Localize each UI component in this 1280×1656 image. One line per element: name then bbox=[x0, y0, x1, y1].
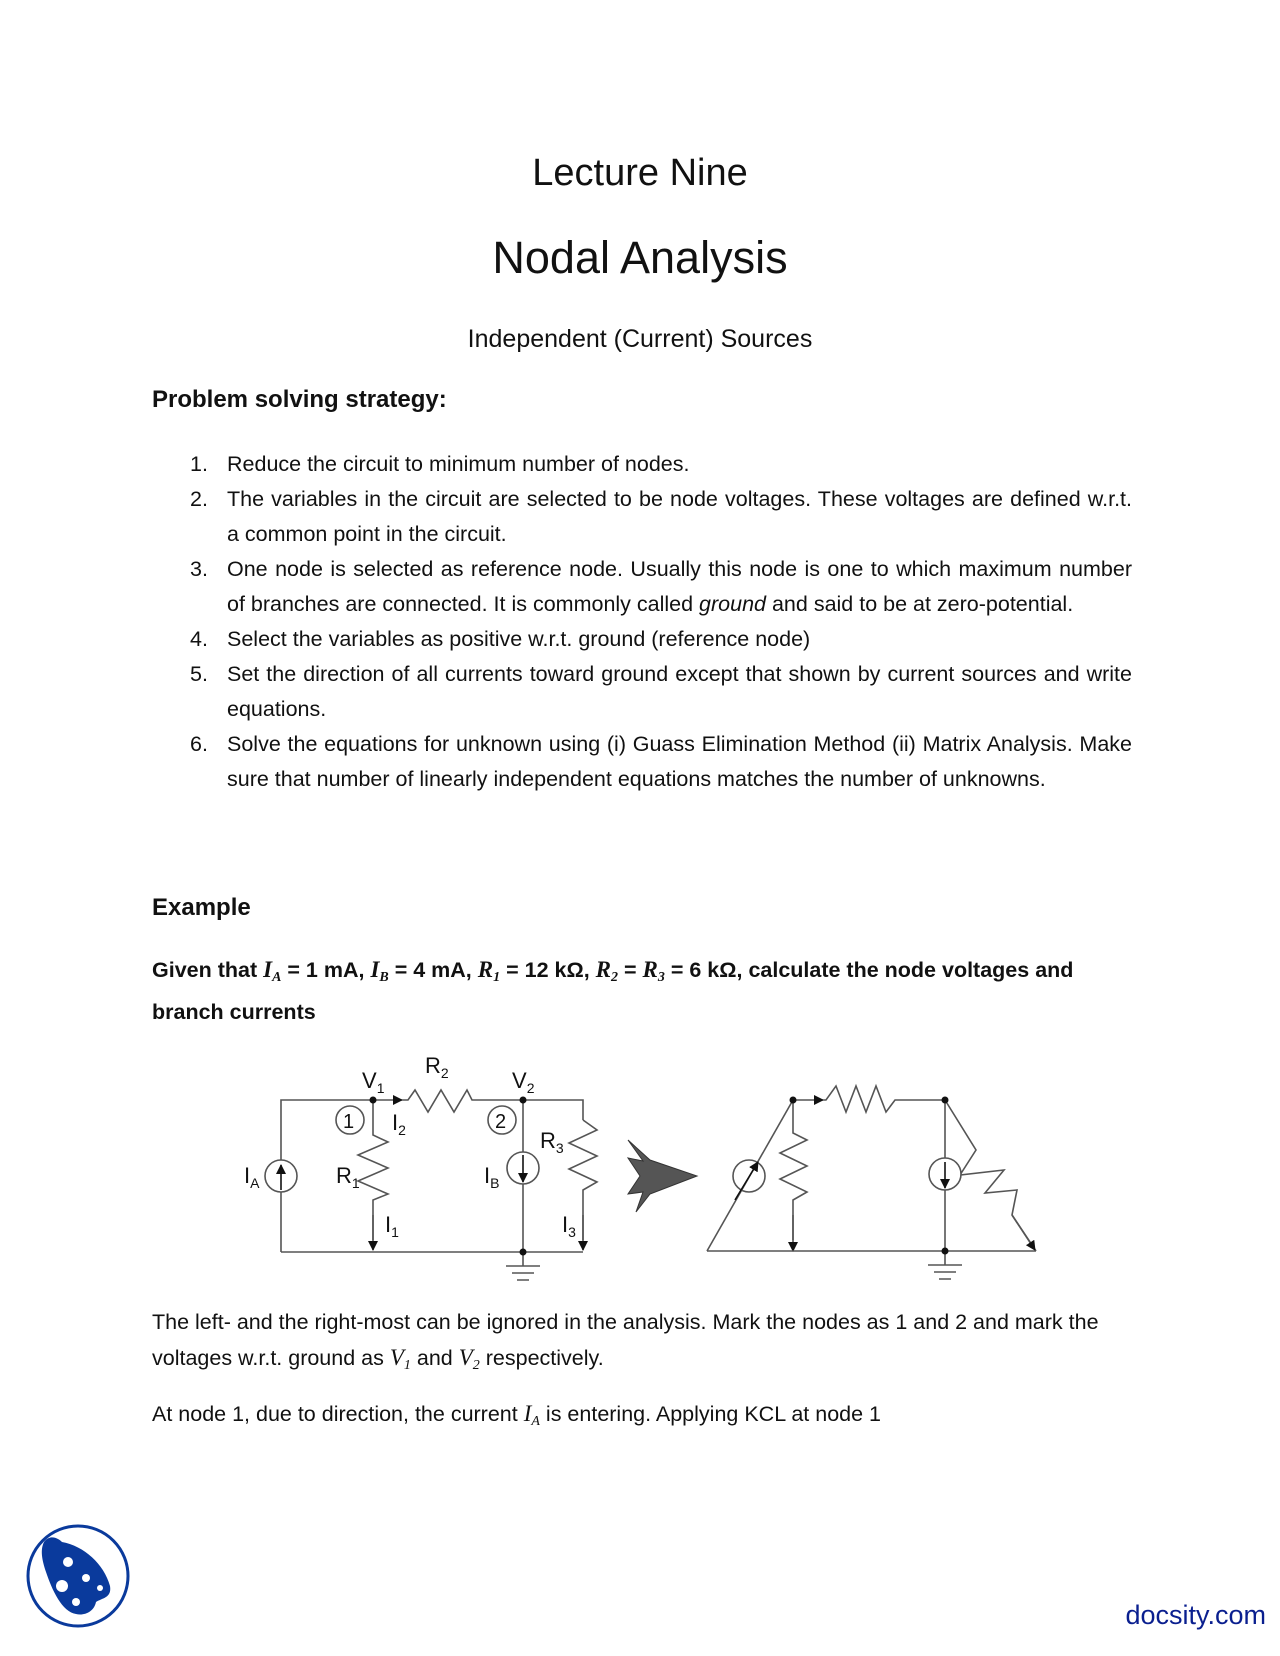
redrawn-circuit bbox=[707, 1086, 1036, 1279]
ground-icon bbox=[928, 1251, 962, 1279]
label-IA: $I_A$ bbox=[244, 1163, 260, 1191]
strategy-heading: Problem solving strategy: bbox=[152, 386, 447, 413]
label-R3: $R_3$ bbox=[540, 1128, 564, 1156]
circuit-labels bbox=[244, 1053, 576, 1240]
text: = 1 mA, bbox=[281, 958, 371, 982]
circuit-diagram bbox=[0, 1040, 1280, 1290]
list-text: Solve the equations for unknown using (i) Guass Elimination Method (ii) Matrix Analysis. Make sure that number of linearly independent equations matches the number of unknowns. bbox=[227, 732, 1132, 791]
list-item bbox=[190, 482, 1132, 552]
list-number: 4. bbox=[190, 627, 208, 651]
var-R3: $R_3$ bbox=[642, 957, 665, 985]
list-text: One node is selected as reference node. Usually this node is one to which maximum number of branches are connected. It is commonly called bbox=[227, 557, 1132, 616]
label-I2: $I_2$ bbox=[392, 1110, 406, 1138]
list-number: 1. bbox=[190, 452, 208, 476]
list-item bbox=[190, 727, 1132, 797]
list-item bbox=[190, 657, 1132, 727]
label-node-2: 2 bbox=[495, 1111, 507, 1133]
resistor-R2 bbox=[402, 1090, 583, 1120]
label-V2: $V_2$ bbox=[512, 1068, 535, 1096]
var-IB: $I_B$ bbox=[370, 957, 389, 985]
var-V1: $V_1$ bbox=[389, 1345, 411, 1373]
list-number: 3. bbox=[190, 557, 208, 581]
var-IA: $I_A$ bbox=[263, 957, 282, 985]
var-R1: $R_1$ bbox=[477, 957, 501, 985]
label-IB: $I_B$ bbox=[484, 1163, 500, 1191]
text: = bbox=[618, 958, 643, 982]
list-text-italic: ground bbox=[699, 592, 766, 616]
resistor bbox=[823, 1086, 945, 1112]
label-I3: $I_3$ bbox=[562, 1212, 576, 1240]
text: = 4 mA, bbox=[388, 958, 478, 982]
page-title: Nodal Analysis bbox=[492, 232, 788, 283]
text: = 12 kΩ, bbox=[500, 958, 596, 982]
list-text: Reduce the circuit to minimum number of nodes. bbox=[227, 452, 690, 476]
var-V2: $V_2$ bbox=[458, 1345, 480, 1373]
paragraph-kcl: At node 1, due to direction, the current $I_A$ is entering. Applying KCL at node 1 bbox=[152, 1401, 881, 1429]
ground-icon bbox=[506, 1266, 540, 1280]
docsity-brand-link[interactable]: docsity.com bbox=[1125, 1600, 1266, 1630]
text: = 6 kΩ, bbox=[664, 958, 749, 982]
page-subtitle: Independent (Current) Sources bbox=[467, 325, 813, 353]
var-IA: $I_A$ bbox=[523, 1401, 540, 1429]
list-number: 2. bbox=[190, 487, 208, 511]
list-item bbox=[190, 552, 1132, 622]
var-R2: $R_2$ bbox=[595, 957, 618, 985]
original-circuit bbox=[265, 1090, 597, 1280]
list-item bbox=[190, 622, 1132, 657]
strategy-list bbox=[190, 447, 1132, 797]
list-text: and said to be at zero-potential. bbox=[766, 592, 1074, 616]
list-text: Select the variables as positive w.r.t. ground (reference node) bbox=[227, 627, 811, 651]
label-V1: $V_1$ bbox=[362, 1068, 385, 1096]
label-R2: $R_2$ bbox=[425, 1053, 449, 1081]
example-heading: Example bbox=[152, 894, 251, 921]
list-text: The variables in the circuit are selected to be node voltages. These voltages are defined w.r.t. a common point in the circuit. bbox=[227, 487, 1132, 546]
list-number: 6. bbox=[190, 732, 208, 756]
list-number: 5. bbox=[190, 662, 208, 686]
lecture-title: Lecture Nine bbox=[532, 152, 748, 194]
label-R1: $R_1$ bbox=[336, 1163, 360, 1191]
list-text: Set the direction of all currents toward ground except that shown by current sources and write equations. bbox=[227, 662, 1132, 721]
label-node-1: 1 bbox=[343, 1111, 355, 1133]
docsity-logo-icon[interactable] bbox=[22, 1520, 134, 1632]
text: Given that bbox=[152, 958, 264, 982]
paragraph-nodes: The left- and the right-most can be ignored in the analysis. Mark the nodes as 1 and 2 and mark the voltages w.r.t. ground as $V_1$ and $V_2$ respectively. bbox=[152, 1310, 1099, 1373]
label-I1: $I_1$ bbox=[385, 1212, 399, 1240]
list-item bbox=[190, 447, 1132, 482]
transform-arrow-icon bbox=[628, 1140, 697, 1212]
example-given-statement bbox=[152, 952, 1132, 1030]
text: calculate the node voltages and branch currents bbox=[152, 958, 1074, 1024]
